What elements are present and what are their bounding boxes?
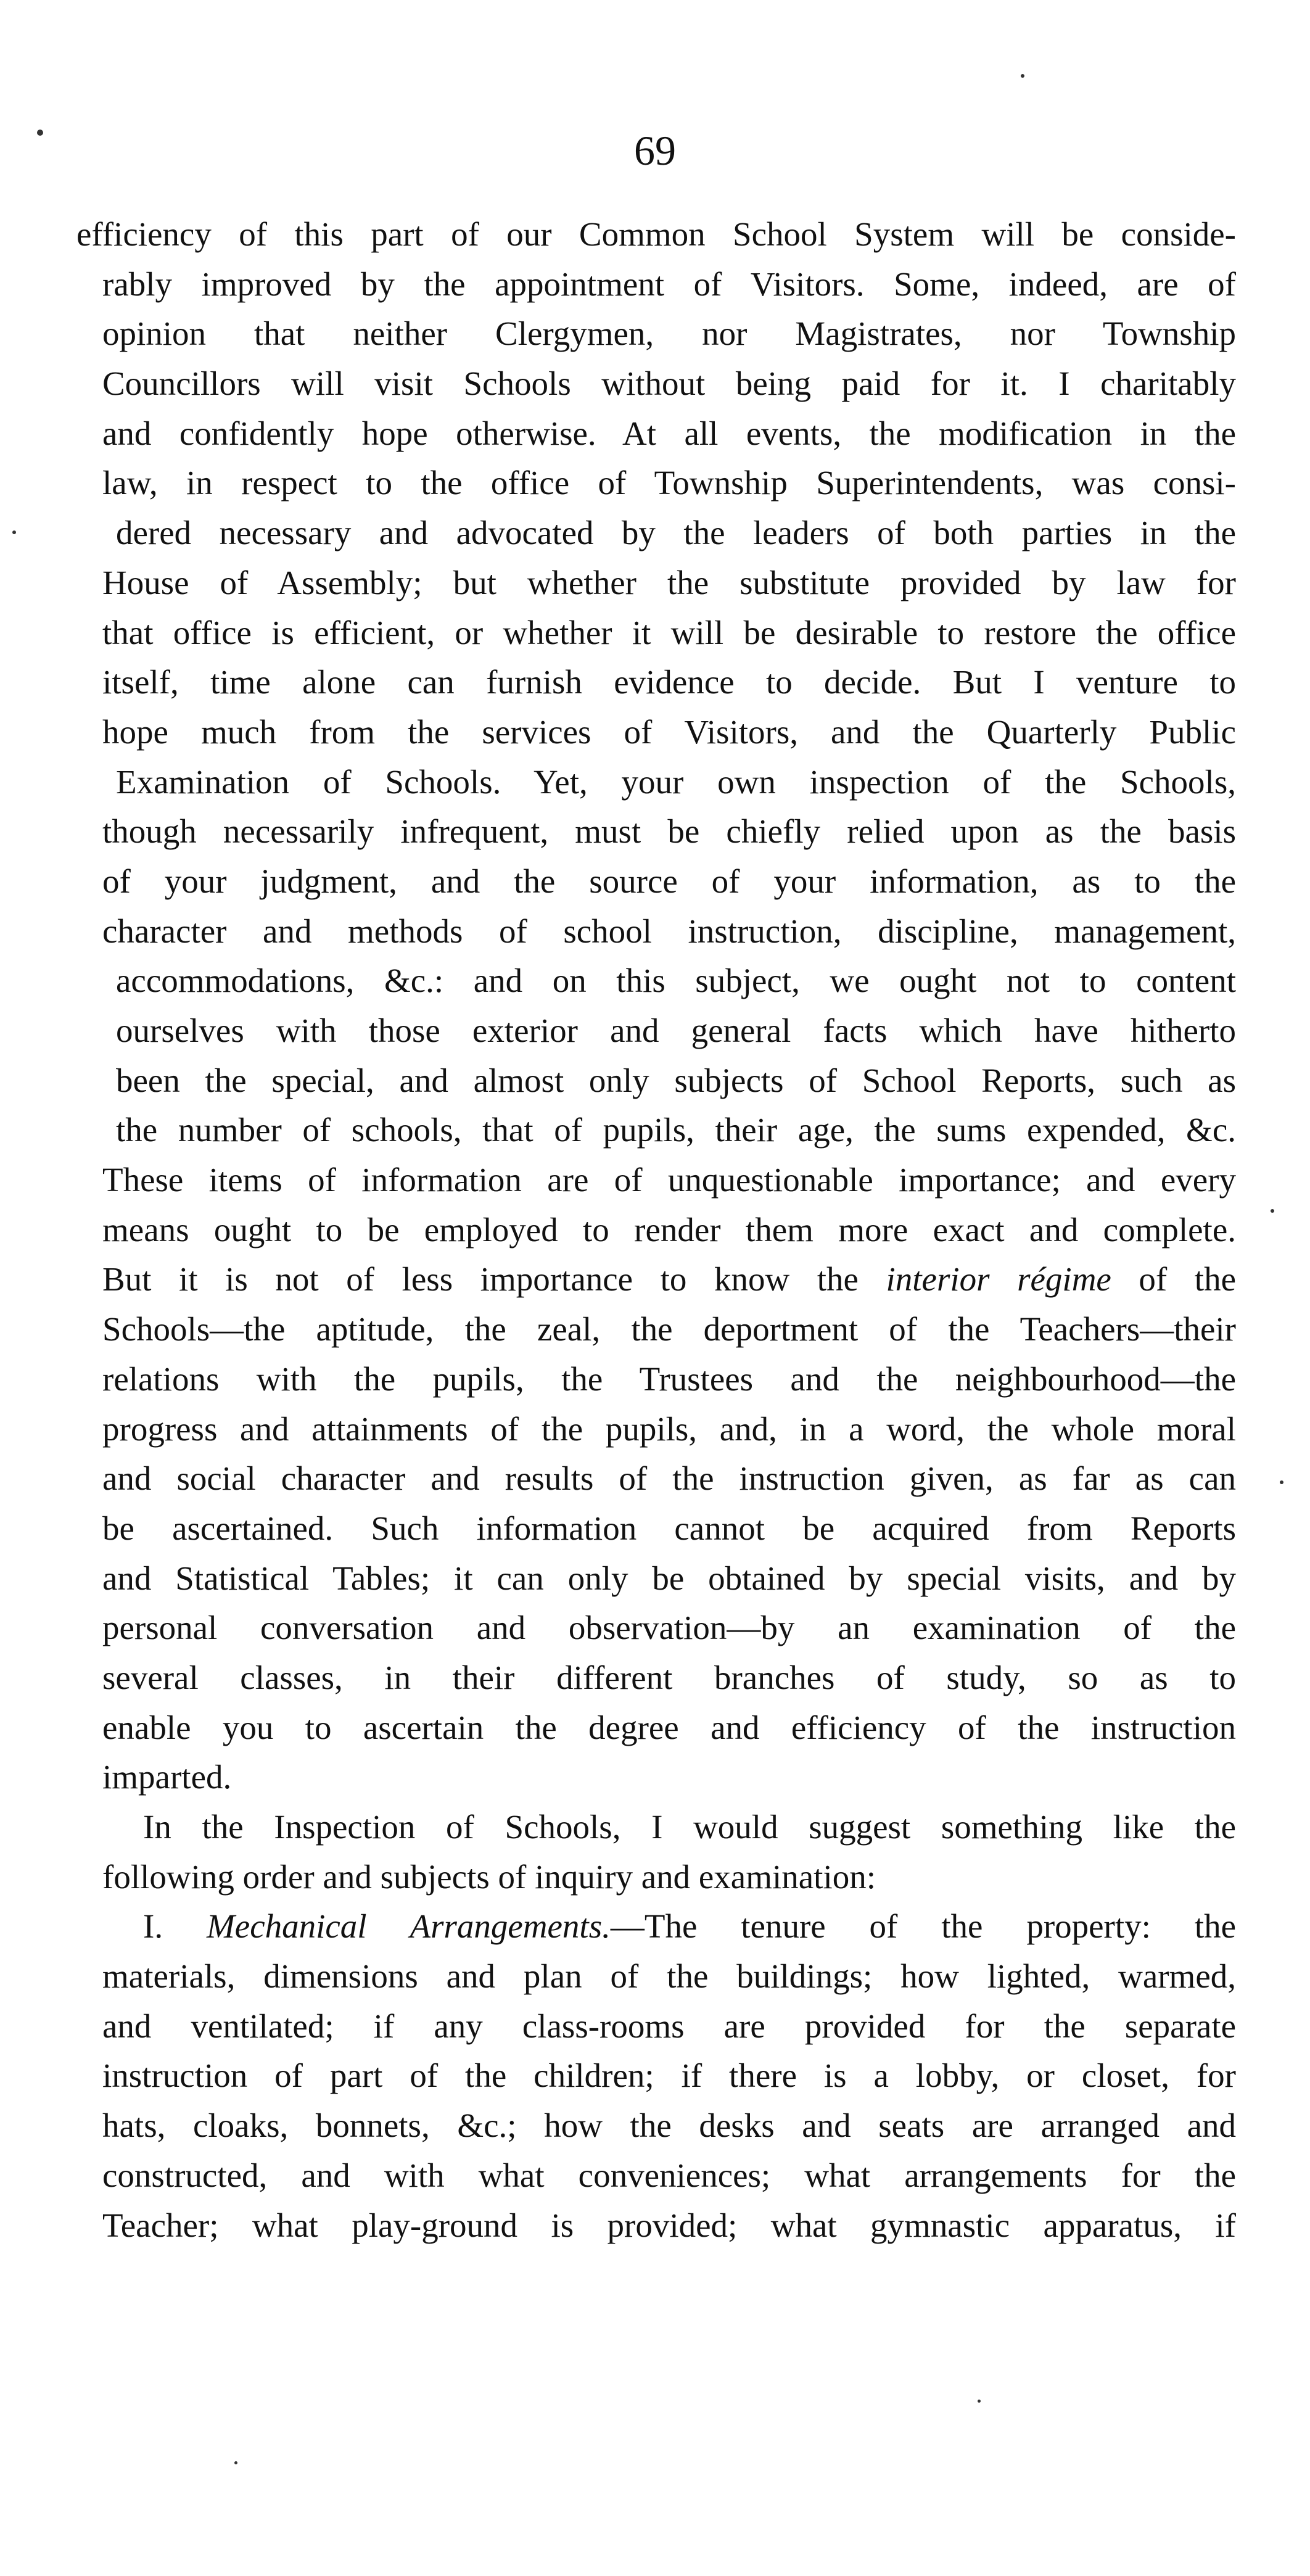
text-line: rably improved by the appointment of Visitors. Some, indeed, are of	[102, 265, 1236, 303]
text-line: been the special, and almost only subjects of School Reports, such as	[116, 1061, 1236, 1099]
italic-phrase: interior régime	[886, 1260, 1111, 1298]
text-line: hope much from the services of Visitors, and the Quarterly Public	[102, 712, 1236, 751]
text-line: and ventilated; if any class-rooms are provided for the separate	[102, 2007, 1236, 2045]
page-number: 69	[634, 127, 676, 174]
text-line: Councillors will visit Schools without being paid for it. I charitably	[102, 365, 1236, 403]
text-line: instruction of part of the children; if there is a lobby, or closet, for	[102, 2057, 1236, 2095]
text-line: Examination of Schools. Yet, your own inspection of the Schools,	[116, 762, 1236, 801]
text-line: be ascertained. Such information cannot be acquired from Reports	[102, 1509, 1236, 1547]
text-line: House of Assembly; but whether the substitute provided by law for	[102, 563, 1236, 601]
text-line: imparted.	[102, 1758, 232, 1796]
scan-speck	[978, 2400, 981, 2403]
scan-speck	[12, 530, 16, 534]
section-heading: Mechanical Arrangements.	[206, 1907, 611, 1946]
text-line: opinion that neither Clergymen, nor Magistrates, nor Township	[102, 315, 1236, 353]
text-line: ourselves with those exterior and general facts which have hitherto	[116, 1012, 1236, 1049]
text-line	[76, 1255, 1236, 1305]
text-line: progress and attainments of the pupils, and, in a word, the whole moral	[102, 1410, 1236, 1448]
section-heading-line	[76, 1902, 1236, 1952]
text-line: law, in respect to the office of Township Superintendents, was consi-	[102, 464, 1236, 502]
text-run: of the	[1111, 1260, 1236, 1298]
text-line: of your judgment, and the source of your information, as to the	[102, 862, 1236, 900]
body-text	[76, 210, 1236, 2250]
scan-speck	[1271, 1209, 1274, 1213]
scan-speck	[37, 130, 43, 136]
text-line: itself, time alone can furnish evidence to decide. But I venture to	[102, 663, 1236, 701]
text-line: Teacher; what play-ground is provided; what gymnastic apparatus, if	[102, 2206, 1236, 2244]
scan-speck	[234, 2461, 237, 2464]
text-line: relations with the pupils, the Trustees and the neighbourhood—the	[102, 1360, 1236, 1398]
text-line: several classes, in their different branches of study, so as to	[102, 1658, 1236, 1696]
text-line: These items of information are of unquestionable importance; and every	[102, 1161, 1236, 1199]
text-line: dered necessary and advocated by the leaders of both parties in the	[116, 514, 1236, 552]
text-line: following order and subjects of inquiry and examination:	[102, 1857, 876, 1896]
text-line: the number of schools, that of pupils, their age, the sums expended, &c.	[116, 1111, 1236, 1149]
text-line: personal conversation and observation—by an examination of the	[102, 1609, 1236, 1647]
text-line: materials, dimensions and plan of the buildings; how lighted, warmed,	[102, 1957, 1236, 1996]
text-line: though necessarily infrequent, must be chiefly relied upon as the basis	[102, 812, 1236, 851]
text-line: In the Inspection of Schools, I would suggest something like the	[143, 1808, 1236, 1846]
scan-speck	[1280, 1480, 1283, 1484]
text-run: —The tenure of the property: the	[610, 1907, 1237, 1946]
text-line: and social character and results of the instruction given, as far as can	[102, 1459, 1236, 1498]
text-line: character and methods of school instruction, discipline, management,	[102, 912, 1236, 950]
text-line: accommodations, &c.: and on this subject, we ought not to content	[116, 962, 1236, 1000]
text-line: and confidently hope otherwise. At all events, the modification in the	[102, 414, 1236, 452]
text-line: that office is efficient, or whether it will be desirable to restore the office	[102, 613, 1236, 651]
section-numeral: I.	[143, 1907, 163, 1946]
text-line: constructed, and with what conveniences; what arrangements for the	[102, 2156, 1236, 2194]
text-line: efficiency of this part of our Common School System will be conside-	[76, 215, 1236, 253]
text-run: But it is not of less importance to know the	[102, 1260, 886, 1298]
text-line: and Statistical Tables; it can only be obtained by special visits, and by	[102, 1559, 1236, 1597]
text-line: means ought to be employed to render them more exact and complete.	[102, 1210, 1236, 1249]
text-line: Schools—the aptitude, the zeal, the deportment of the Teachers—their	[102, 1310, 1236, 1348]
text-line: hats, cloaks, bonnets, &c.; how the desks and seats are arranged and	[102, 2107, 1236, 2145]
scan-speck	[1021, 74, 1024, 78]
text-line: enable you to ascertain the degree and efficiency of the instruction	[102, 1708, 1236, 1746]
